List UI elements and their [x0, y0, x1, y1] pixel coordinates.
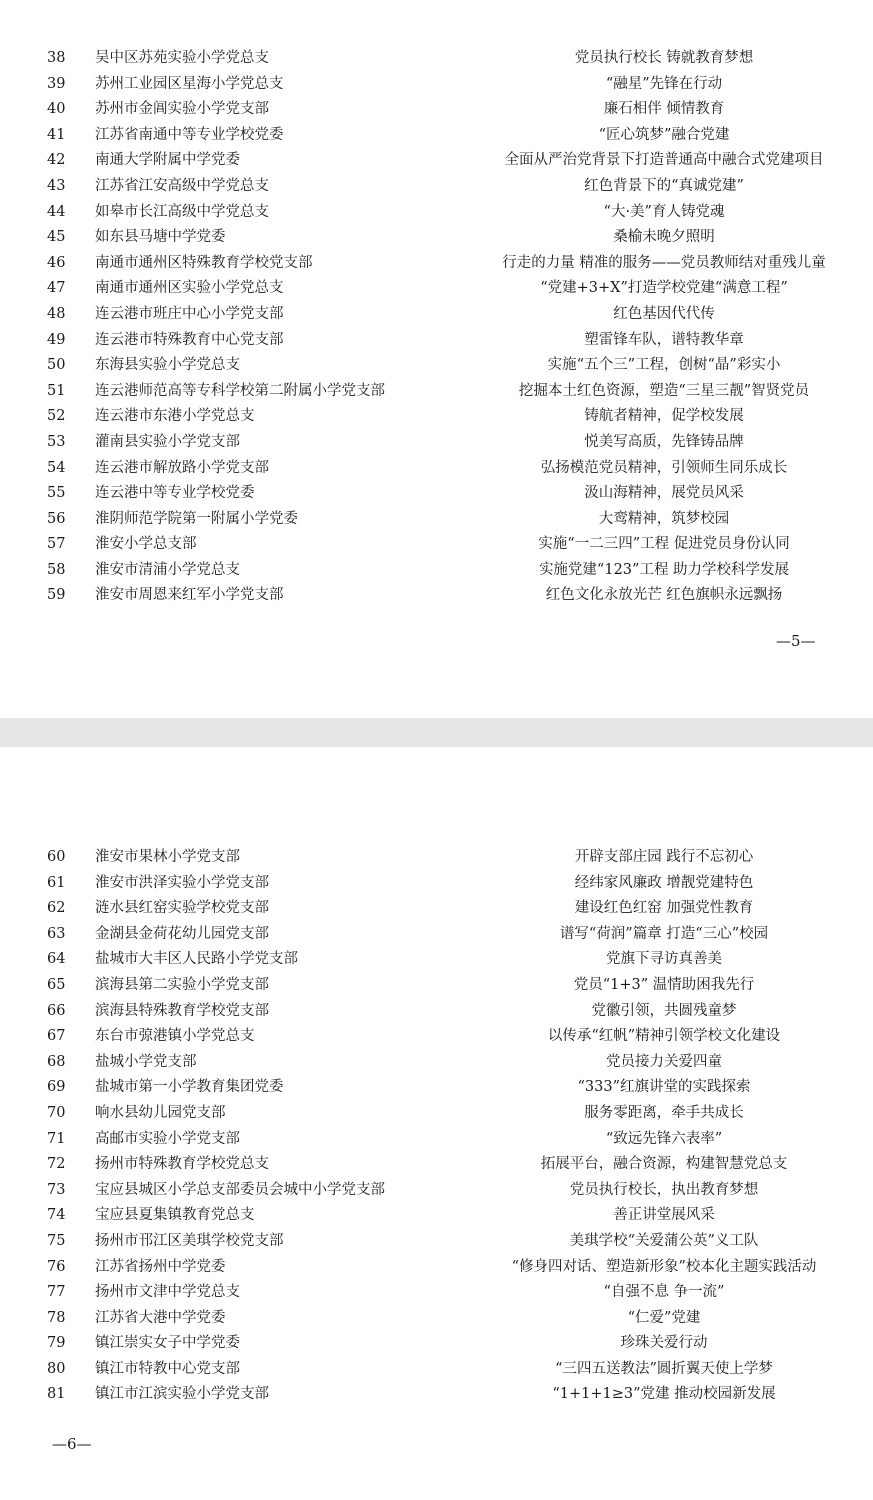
organization-name: 滨海县第二实验小学党支部 — [95, 976, 269, 993]
entry-number: 64 — [47, 951, 66, 968]
project-title: 珍珠关爱行动 — [620, 1335, 708, 1352]
entry-row — [0, 1229, 873, 1255]
project-title: “修身四对话、塑造新形象”校本化主题实践活动 — [511, 1258, 817, 1275]
project-title: “三四五送教法”圆折翼天使上学梦 — [555, 1360, 773, 1377]
entry-row — [0, 328, 873, 354]
project-title: 以传承“红帆”精神引领学校文化建设 — [547, 1028, 781, 1045]
entry-row — [0, 251, 873, 277]
project-title: “1+1+1≥3”党建 推动校园新发展 — [552, 1386, 776, 1403]
entry-number: 60 — [47, 849, 66, 865]
project-title: 善正讲堂展风采 — [613, 1207, 715, 1224]
entry-row — [0, 200, 873, 226]
entry-row — [0, 404, 873, 430]
entry-row — [0, 1255, 873, 1281]
organization-name: 镇江市特教中心党支部 — [95, 1360, 240, 1377]
entry-row — [0, 1306, 873, 1332]
entry-number: 74 — [47, 1207, 66, 1224]
organization-name: 盐城市大丰区人民路小学党支部 — [95, 951, 298, 968]
project-title: “党建+3+X”打造学校党建“满意工程” — [540, 280, 788, 297]
organization-name: 吴中区苏苑实验小学党总支 — [95, 50, 269, 66]
organization-name: 滨海县特殊教育学校党支部 — [95, 1002, 269, 1019]
organization-name: 连云港市东港小学党总支 — [95, 408, 255, 425]
project-title: “匠心筑梦”融合党建 — [598, 126, 730, 143]
entry-number: 69 — [47, 1079, 66, 1096]
organization-name: 苏州市金阊实验小学党支部 — [95, 101, 269, 118]
entry-row — [0, 97, 873, 123]
organization-name: 宝应县城区小学总支部委员会城中小学党支部 — [95, 1181, 385, 1198]
project-title: 挖掘本土红色资源，塑造“三星三靓”智贤党员 — [518, 382, 810, 399]
entry-row — [0, 1203, 873, 1229]
project-title: 实施党建“123”工程 助力学校科学发展 — [538, 561, 790, 578]
entry-row — [0, 174, 873, 200]
entry-row — [0, 430, 873, 456]
entry-row — [0, 456, 873, 482]
organization-name: 如皋市长江高级中学党总支 — [95, 203, 269, 220]
project-title: 行走的力量 精准的服务——党员教师结对重残儿童 — [502, 254, 826, 271]
project-title: “仁爱”党建 — [627, 1309, 701, 1326]
page-number: —5— — [776, 632, 816, 650]
entry-number: 55 — [47, 485, 66, 502]
project-title: 开辟支部庄园 践行不忘初心 — [574, 849, 754, 865]
entry-row — [0, 353, 873, 379]
organization-name: 连云港市特殊教育中心党支部 — [95, 331, 284, 348]
project-title: “大·美”育人铸党魂 — [603, 203, 725, 220]
entry-row — [0, 947, 873, 973]
entry-row — [0, 507, 873, 533]
organization-name: 淮阴师范学院第一附属小学党委 — [95, 510, 298, 527]
organization-name: 扬州市文津中学党总支 — [95, 1284, 240, 1301]
project-title: 党徽引领，共圆残童梦 — [591, 1002, 737, 1019]
project-title: 党员执行校长，执出教育梦想 — [569, 1181, 759, 1198]
entry-number: 48 — [47, 305, 66, 322]
organization-name: 高邮市实验小学党支部 — [95, 1130, 240, 1147]
entry-row — [0, 481, 873, 507]
entry-number: 58 — [47, 561, 66, 578]
entry-number: 52 — [47, 408, 66, 425]
entry-row — [0, 1075, 873, 1101]
project-title: 实施“一二三四”工程 促进党员身份认同 — [538, 536, 790, 553]
entry-number: 73 — [47, 1181, 66, 1198]
entry-row — [0, 558, 873, 584]
entry-number: 59 — [47, 587, 66, 604]
entry-row — [0, 1024, 873, 1050]
page-5 — [0, 0, 873, 718]
project-title: 经纬家风廉政 增靓党建特色 — [574, 874, 754, 891]
project-title: “自强不息 争一流” — [603, 1284, 725, 1301]
project-title: 美琪学校“关爱蒲公英”义工队 — [569, 1232, 759, 1249]
organization-name: 连云港师范高等专科学校第二附属小学党支部 — [95, 382, 385, 399]
entry-row — [0, 46, 873, 72]
project-title: 党旗下寻访真善美 — [606, 951, 722, 968]
entry-number: 50 — [47, 357, 66, 374]
page-6 — [0, 747, 873, 1500]
organization-name: 盐城小学党支部 — [95, 1053, 197, 1070]
organization-name: 连云港市班庄中心小学党支部 — [95, 305, 284, 322]
entry-row — [0, 379, 873, 405]
entry-number: 53 — [47, 433, 66, 450]
project-title: 汲山海精神，展党员风采 — [584, 485, 744, 502]
project-title: 廉石相伴 倾情教育 — [603, 101, 725, 118]
entry-number: 81 — [47, 1386, 66, 1403]
project-title: 拓展平台，融合资源，构建智慧党总支 — [540, 1156, 788, 1173]
organization-name: 连云港市解放路小学党支部 — [95, 459, 269, 476]
entry-number: 49 — [47, 331, 66, 348]
entry-row — [0, 999, 873, 1025]
entry-number: 63 — [47, 925, 66, 942]
entry-number: 51 — [47, 382, 66, 399]
entry-row — [0, 973, 873, 999]
entry-number: 70 — [47, 1104, 66, 1121]
page-number: —6— — [52, 1435, 92, 1453]
organization-name: 淮安市周恩来红军小学党支部 — [95, 587, 284, 604]
organization-name: 扬州市特殊教育学校党总支 — [95, 1156, 269, 1173]
entry-number: 44 — [47, 203, 66, 220]
organization-name: 淮安小学总支部 — [95, 536, 197, 553]
entry-row — [0, 583, 873, 609]
organization-name: 江苏省南通中等专业学校党委 — [95, 126, 284, 143]
entry-row — [0, 123, 873, 149]
entry-row — [0, 845, 873, 871]
project-title: 大鸾精神，筑梦校园 — [598, 510, 730, 527]
project-title: 建设红色红窑 加强党性教育 — [574, 900, 754, 917]
organization-name: 宝应县夏集镇教育党总支 — [95, 1207, 255, 1224]
entry-row — [0, 1152, 873, 1178]
entry-number: 65 — [47, 976, 66, 993]
entry-row — [0, 72, 873, 98]
organization-name: 东台市弶港镇小学党总支 — [95, 1028, 255, 1045]
entry-number: 78 — [47, 1309, 66, 1326]
organization-name: 淮安市果林小学党支部 — [95, 849, 240, 865]
entry-row — [0, 148, 873, 174]
entry-number: 67 — [47, 1028, 66, 1045]
entry-number: 41 — [47, 126, 66, 143]
project-title: 党员接力关爱四童 — [606, 1053, 722, 1070]
project-title: 谱写“荷润”篇章 打造“三心”校园 — [559, 925, 769, 942]
entry-number: 40 — [47, 101, 66, 118]
project-title: 铸航者精神，促学校发展 — [584, 408, 744, 425]
entry-number: 76 — [47, 1258, 66, 1275]
entry-number: 42 — [47, 152, 66, 169]
entry-number: 75 — [47, 1232, 66, 1249]
entry-number: 47 — [47, 280, 66, 297]
entry-row — [0, 1331, 873, 1357]
entry-list — [0, 46, 873, 609]
organization-name: 响水县幼儿园党支部 — [95, 1104, 226, 1121]
organization-name: 东海县实验小学党总支 — [95, 357, 240, 374]
entry-row — [0, 1050, 873, 1076]
entry-number: 79 — [47, 1335, 66, 1352]
project-title: “融星”先锋在行动 — [605, 75, 723, 92]
organization-name: 南通市通州区特殊教育学校党支部 — [95, 254, 313, 271]
project-title: 弘扬模范党员精神，引领师生同乐成长 — [540, 459, 788, 476]
project-title: 党员“1+3” 温情助困我先行 — [573, 976, 755, 993]
entry-number: 62 — [47, 900, 66, 917]
entry-row — [0, 1280, 873, 1306]
organization-name: 江苏省扬州中学党委 — [95, 1258, 226, 1275]
organization-name: 扬州市邗江区美琪学校党支部 — [95, 1232, 284, 1249]
organization-name: 江苏省江安高级中学党总支 — [95, 177, 269, 194]
entry-list — [0, 845, 873, 1408]
entry-number: 38 — [47, 50, 66, 66]
entry-row — [0, 225, 873, 251]
entry-row — [0, 1178, 873, 1204]
entry-number: 77 — [47, 1284, 66, 1301]
entry-row — [0, 302, 873, 328]
page-gap — [0, 718, 873, 747]
organization-name: 江苏省大港中学党委 — [95, 1309, 226, 1326]
project-title: “333”红旗讲堂的实践探索 — [577, 1079, 751, 1096]
entry-number: 68 — [47, 1053, 66, 1070]
entry-number: 56 — [47, 510, 66, 527]
entry-number: 54 — [47, 459, 66, 476]
entry-number: 45 — [47, 229, 66, 246]
entry-number: 71 — [47, 1130, 66, 1147]
organization-name: 金湖县金荷花幼儿园党支部 — [95, 925, 269, 942]
project-title: 实施“五个三”工程，创树“晶”彩实小 — [547, 357, 781, 374]
organization-name: 如东县马塘中学党委 — [95, 229, 226, 246]
organization-name: 淮安市洪泽实验小学党支部 — [95, 874, 269, 891]
project-title: 红色基因代代传 — [613, 305, 715, 322]
entry-row — [0, 871, 873, 897]
organization-name: 连云港中等专业学校党委 — [95, 485, 255, 502]
project-title: 服务零距离，牵手共成长 — [584, 1104, 744, 1121]
project-title: 塑雷锋车队，谱特教华章 — [584, 331, 744, 348]
project-title: 全面从严治党背景下打造普通高中融合式党建项目 — [504, 152, 824, 169]
organization-name: 盐城市第一小学教育集团党委 — [95, 1079, 284, 1096]
entry-number: 43 — [47, 177, 66, 194]
entry-number: 57 — [47, 536, 66, 553]
organization-name: 苏州工业园区星海小学党总支 — [95, 75, 284, 92]
organization-name: 南通大学附属中学党委 — [95, 152, 240, 169]
project-title: 红色背景下的“真诚党建” — [584, 177, 744, 194]
entry-number: 66 — [47, 1002, 66, 1019]
entry-row — [0, 922, 873, 948]
organization-name: 南通市通州区实验小学党总支 — [95, 280, 284, 297]
entry-row — [0, 276, 873, 302]
entry-number: 80 — [47, 1360, 66, 1377]
organization-name: 灌南县实验小学党支部 — [95, 433, 240, 450]
project-title: 桑榆未晚夕照明 — [613, 229, 715, 246]
entry-row — [0, 532, 873, 558]
project-title: “致远先锋六表率” — [605, 1130, 723, 1147]
entry-row — [0, 1382, 873, 1408]
project-title: 党员执行校长 铸就教育梦想 — [574, 50, 754, 66]
organization-name: 淮安市清浦小学党总支 — [95, 561, 240, 578]
organization-name: 镇江市江滨实验小学党支部 — [95, 1386, 269, 1403]
entry-number: 39 — [47, 75, 66, 92]
entry-number: 61 — [47, 874, 66, 891]
entry-row — [0, 1101, 873, 1127]
entry-row — [0, 1127, 873, 1153]
project-title: 红色文化永放光芒 红色旗帜永远飘扬 — [545, 587, 783, 604]
entry-number: 72 — [47, 1156, 66, 1173]
entry-row — [0, 1357, 873, 1383]
entry-number: 46 — [47, 254, 66, 271]
organization-name: 镇江崇实女子中学党委 — [95, 1335, 240, 1352]
project-title: 悦美写高质，先锋铸品牌 — [584, 433, 744, 450]
entry-row — [0, 896, 873, 922]
organization-name: 涟水县红窑实验学校党支部 — [95, 900, 269, 917]
